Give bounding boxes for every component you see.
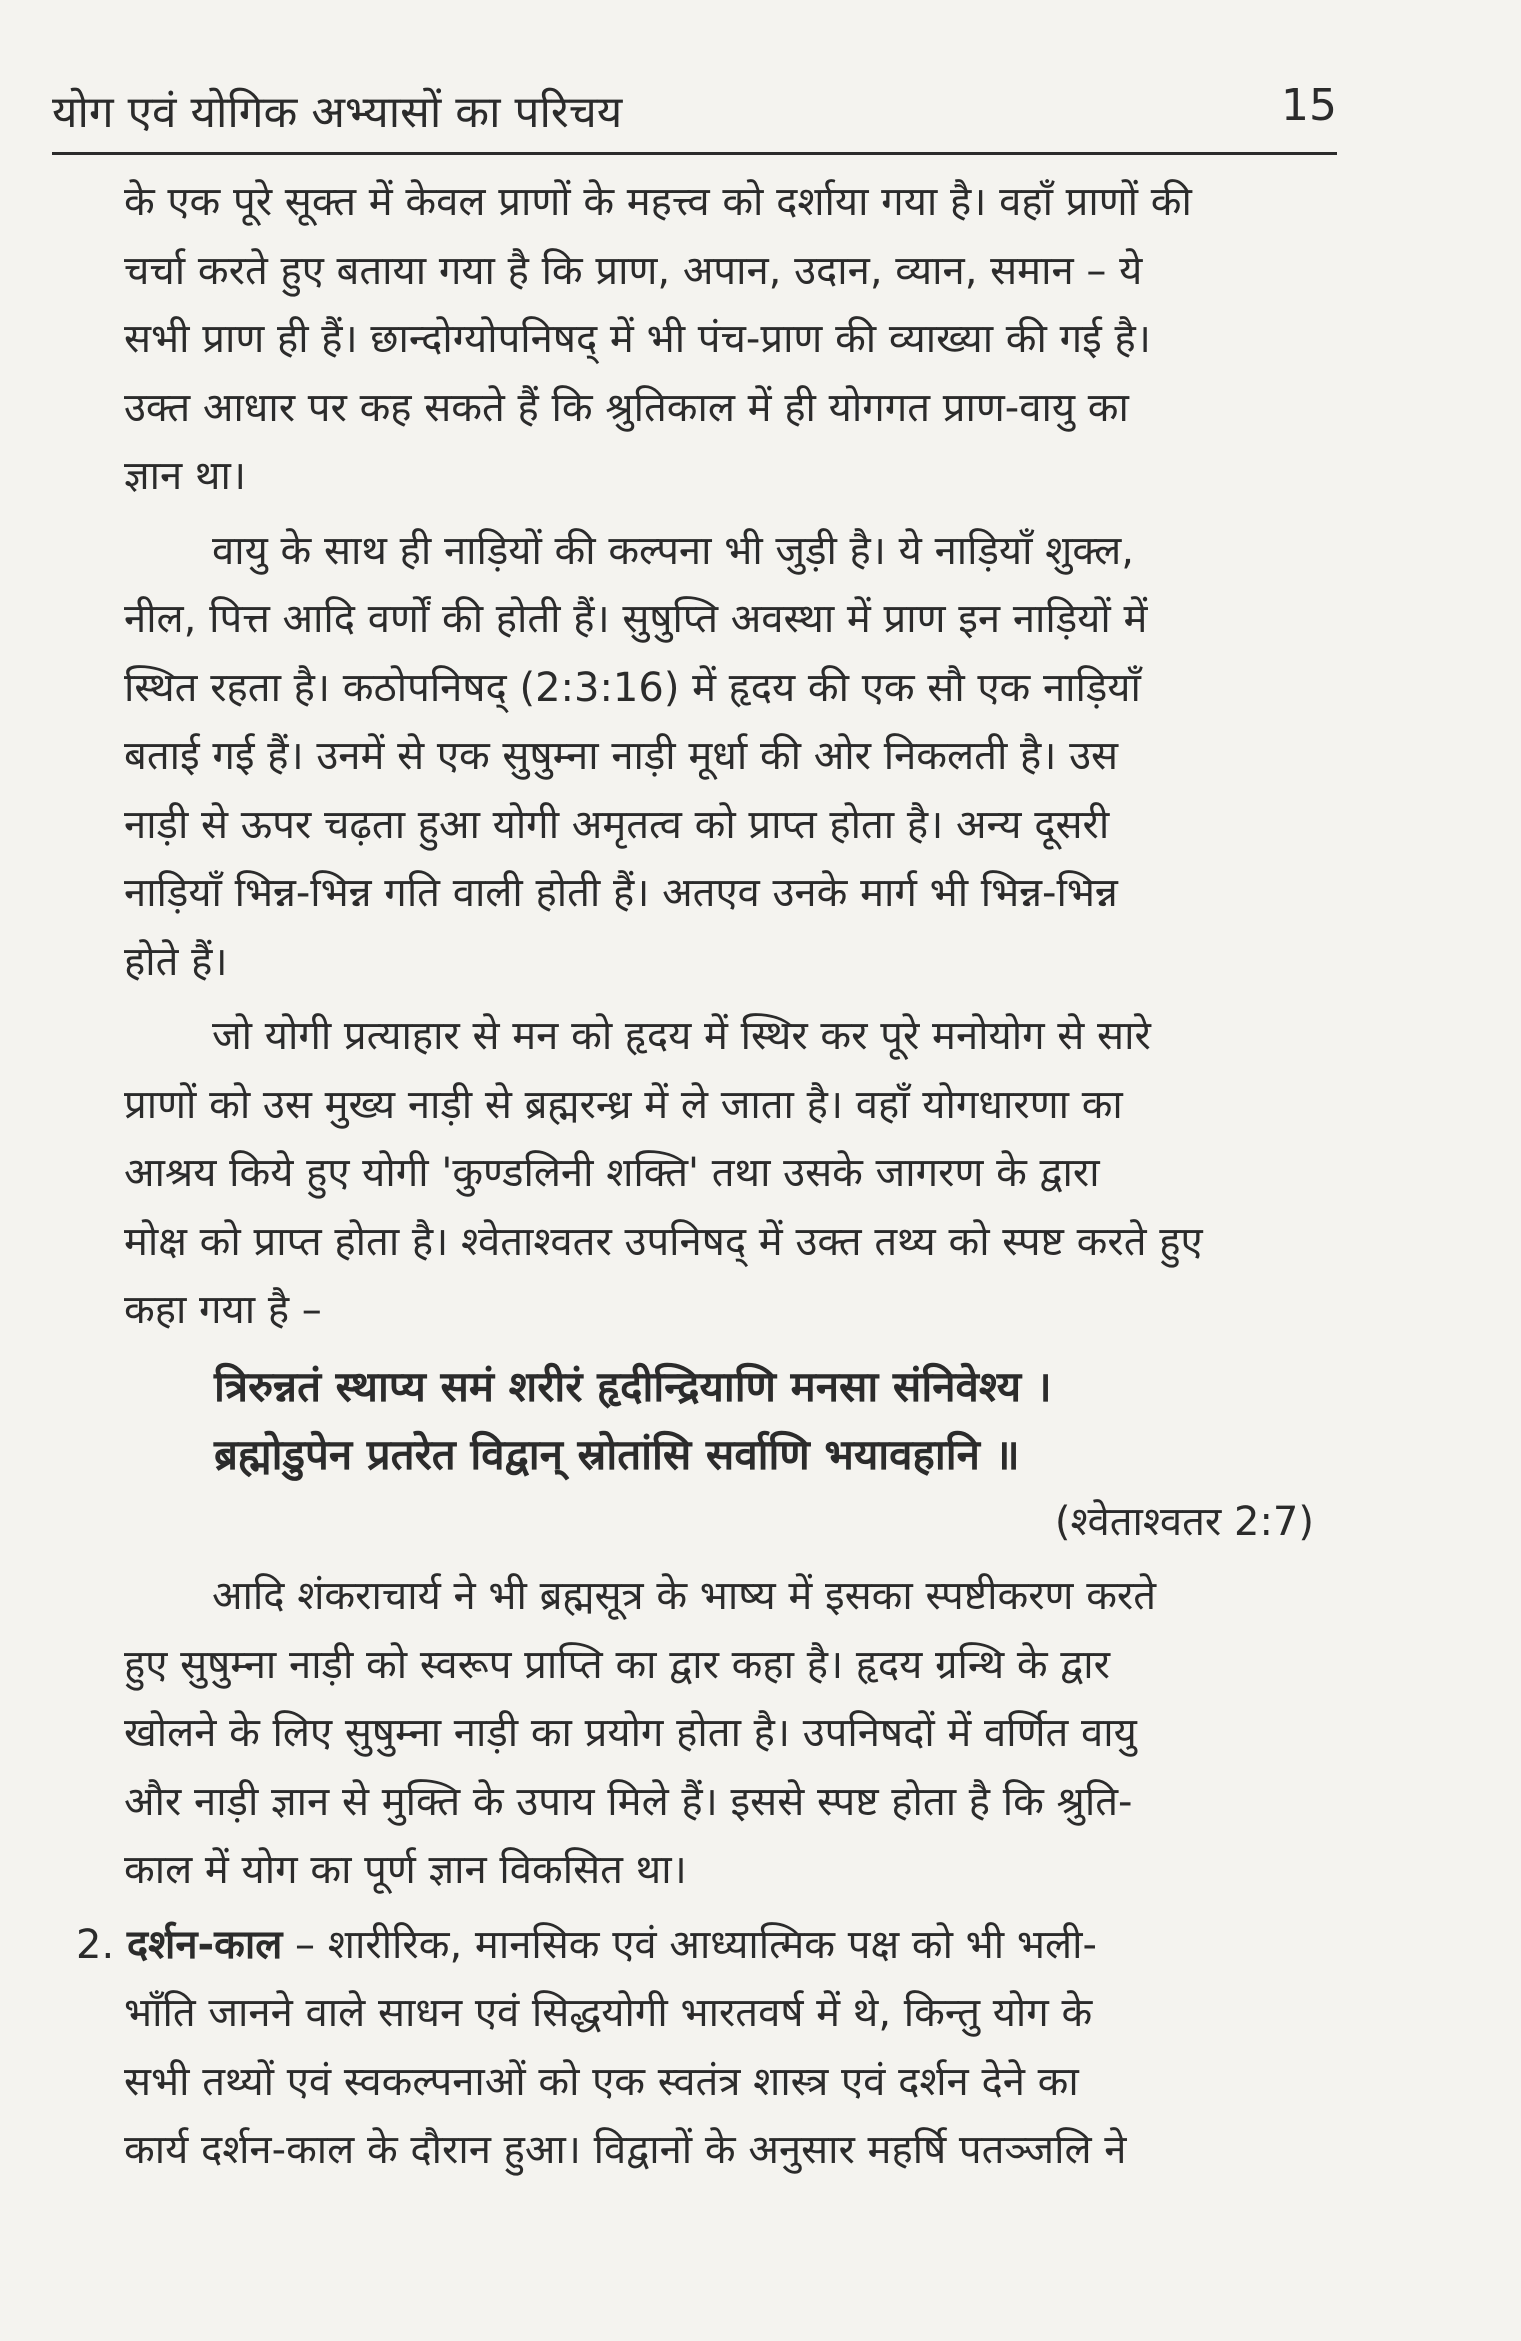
page-header <box>52 70 1337 152</box>
text-line: और नाड़ी ज्ञान से मुक्ति के उपाय मिले हैं। इससे स्पष्ट होता है कि श्रुति- <box>124 1778 1133 1825</box>
text-line: खोलने के लिए सुषुम्ना नाड़ी का प्रयोग होता है। उपनिषदों में वर्णित वायु <box>124 1710 1137 1756</box>
text-line: काल में योग का पूर्ण ज्ञान विकसित था। <box>124 1847 687 1893</box>
running-title: योग एवं योगिक अभ्यासों का परिचय <box>52 87 623 138</box>
text-line: नील, पित्त आदि वर्णों की होती हैं। सुषुप्ति अवस्था में प्राण इन नाड़ियों में <box>124 596 1148 642</box>
section-first-line-text: – शारीरिक, मानसिक एवं आध्यात्मिक पक्ष को भी भली- <box>282 1921 1097 1968</box>
text-line: प्राणों को उस मुख्य नाड़ी से ब्रह्मरन्ध्र में ले जाता है। वहाँ योगधारणा का <box>124 1081 1123 1128</box>
text-line: होते हैं। <box>124 938 228 985</box>
text-line: जो योगी प्रत्याहार से मन को हृदय में स्थिर कर पूरे मनोयोग से सारे <box>212 1013 1151 1059</box>
text-line: भाँति जानने वाले साधन एवं सिद्धयोगी भारतवर्ष में थे, किन्तु योग के <box>124 1990 1093 2036</box>
text-line: ज्ञान था। <box>124 453 246 499</box>
verse-line-2: ब्रह्मोडुपेन प्रतरेत विद्वान् स्रोतांसि सर्वाणि भयावहानि ॥ <box>214 1430 1020 1479</box>
paragraph-3 <box>124 1002 1344 1345</box>
section-heading-line <box>76 1911 1344 1980</box>
section-2 <box>76 1911 1344 2185</box>
text-line: हुए सुषुम्ना नाड़ी को स्वरूप प्राप्ति का द्वार कहा है। हृदय ग्रन्थि के द्वार <box>124 1641 1111 1688</box>
text-line: आश्रय किये हुए योगी 'कुण्डलिनी शक्ति' तथा उसके जागरण के द्वारा <box>124 1150 1100 1196</box>
header-rule <box>52 152 1337 155</box>
text-line: वायु के साथ ही नाड़ियों की कल्पना भी जुड़ी है। ये नाड़ियाँ शुक्ल, <box>212 527 1135 574</box>
text-line: बताई गई हैं। उनमें से एक सुषुम्ना नाड़ी मूर्धा की ओर निकलती है। उस <box>124 733 1119 779</box>
paragraph-2 <box>124 517 1344 997</box>
verse-line-1: त्रिरुन्नतं स्थाप्य समं शरीरं हृदीन्द्रियाणि मनसा संनिवेश्य । <box>214 1361 1052 1411</box>
text-line: सभी तथ्यों एवं स्वकल्पनाओं को एक स्वतंत्र शास्त्र एवं दर्शन देने का <box>124 2058 1079 2105</box>
section-number: 2. <box>76 1921 115 1968</box>
text-line: कहा गया है – <box>124 1287 322 1333</box>
verse-reference: (श्वेताश्वतर 2:7) <box>1054 1498 1314 1545</box>
text-line: नाड़ी से ऊपर चढ़ता हुआ योगी अमृतत्व को प्राप्त होता है। अन्य दूसरी <box>124 801 1110 848</box>
section-term: दर्शन-काल <box>126 1921 283 1968</box>
text-line: सभी प्राण ही हैं। छान्दोग्योपनिषद् में भी पंच-प्राण की व्याख्या की गई है। <box>124 316 1151 362</box>
text-line: आदि शंकराचार्य ने भी ब्रह्मसूत्र के भाष्य में इसका स्पष्टीकरण करते <box>212 1573 1157 1619</box>
text-line: मोक्ष को प्राप्त होता है। श्वेताश्वतर उपनिषद् में उक्त तथ्य को स्पष्ट करते हुए <box>124 1218 1203 1265</box>
text-line: के एक पूरे सूक्त में केवल प्राणों के महत्त्व को दर्शाया गया है। वहाँ प्राणों की <box>124 179 1192 225</box>
text-line: कार्य दर्शन-काल के दौरान हुआ। विद्वानों के अनुसार महर्षि पतञ्जलि ने <box>124 2127 1127 2173</box>
text-line: स्थित रहता है। कठोपनिषद् (2:3:16) में हृदय की एक सौ एक नाड़ियाँ <box>124 664 1141 711</box>
page-body <box>76 168 1344 2191</box>
page-number: 15 <box>1281 80 1337 131</box>
text-line: उक्त आधार पर कह सकते हैं कि श्रुतिकाल में ही योगगत प्राण-वायु का <box>124 384 1129 431</box>
paragraph-4 <box>124 1562 1344 1905</box>
paragraph-1 <box>124 168 1344 511</box>
text-line: नाड़ियाँ भिन्न-भिन्न गति वाली होती हैं। अतएव उनके मार्ग भी भिन्न-भिन्न <box>124 870 1118 916</box>
sanskrit-verse <box>124 1351 1344 1557</box>
text-line: चर्चा करते हुए बताया गया है कि प्राण, अपान, उदान, व्यान, समान – ये <box>124 247 1143 294</box>
